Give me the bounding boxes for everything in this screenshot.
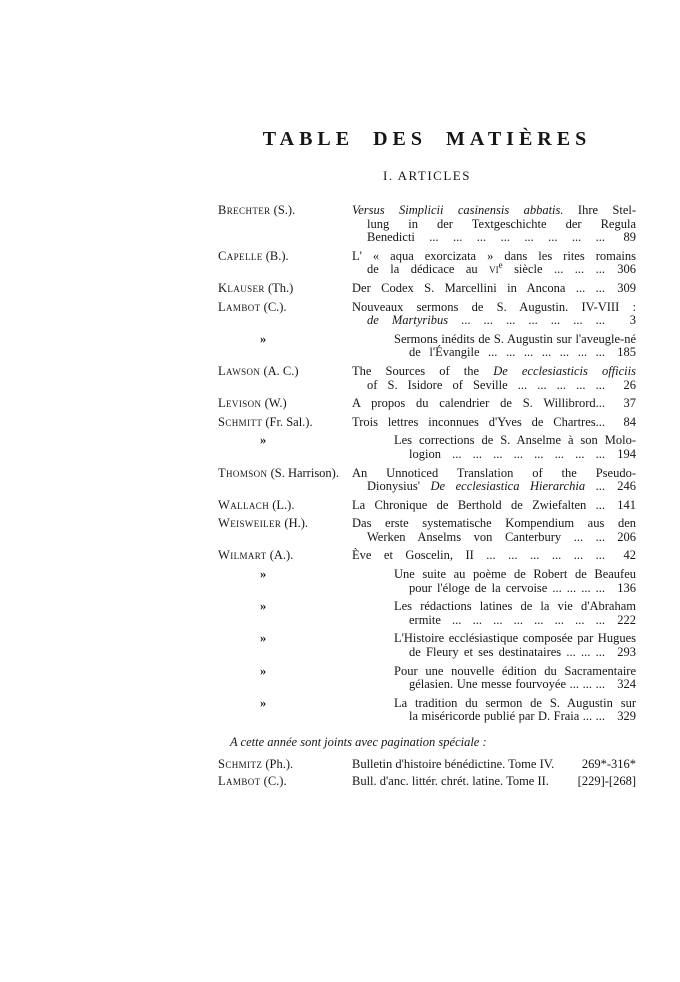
title-text-segment: de la dédicace au [367,262,490,277]
entry-title-text [409,646,605,660]
special-entry-pages: 269*-316* [581,757,636,771]
entry-title [394,697,636,724]
author-surname: Weisweiler [218,516,282,531]
entry-title-text [367,218,636,232]
entry-page-number: 324 [617,677,636,692]
entry-title-line [352,416,636,430]
ditto-mark: » [260,433,267,448]
entry-title-text [352,204,636,218]
title-text-segment: Dionysius' [367,479,431,494]
entry-title-text [352,416,605,430]
title-text-segment: ... ... ... ... ... ... ... [448,313,605,328]
entry-title-text [352,549,605,563]
entry-title-text [352,301,636,315]
entry-title-line [352,365,636,379]
entry-title [352,301,636,328]
entry-page-number: 222 [617,612,636,627]
entry-title-line [352,204,636,218]
entry-title [352,250,636,277]
entry-title-line [352,231,636,245]
entry-title-line [352,397,636,411]
title-text-segment: De ecclesiasticis officiis [493,363,636,378]
toc-entry [218,549,636,563]
entry-author: Lambot (C.). [218,774,287,788]
entry-title-text [394,697,636,711]
title-text-segment: Werken Anselms von Canterbury ... ... [367,529,605,544]
entry-title-text [409,710,605,724]
author-surname: Wallach [218,497,270,512]
entry-title [352,517,636,544]
title-text-segment: L'Histoire ecclésiastique composée par Hugues [394,631,636,646]
entry-title-text [409,448,605,462]
toc-entry-list [218,204,636,724]
title-text-segment: Pour une nouvelle édition du Sacramentaire [394,663,636,678]
author-surname: Levison [218,396,262,411]
toc-entry [218,517,636,544]
ditto-mark: » [260,663,267,678]
title-text-segment: ... [585,479,605,494]
entry-title-text [352,365,636,379]
toc-entry [218,499,636,513]
entry-title-line [394,434,636,448]
entry-page-number: 306 [617,262,636,277]
title-text-segment: gélasien. Une messe fourvoyée ... ... ... [409,677,605,692]
entry-author: Schmitt (Fr. Sal.). [218,414,313,429]
title-text-segment: de Martyribus [367,313,449,328]
entry-title [394,665,636,692]
special-entry-title: Bull. d'anc. littér. chrét. latine. Tome II. [352,774,549,788]
entry-title-line [394,632,636,646]
author-surname: Lawson [218,363,261,378]
entry-title-text [352,499,605,513]
toc-entry [218,416,636,430]
title-text-segment: Ève et Goscelin, II ... ... ... ... ... ... [352,548,605,563]
entry-author: Schmitz (Ph.). [218,757,294,771]
entry-title-line [352,499,636,513]
author-surname: Capelle [218,248,263,263]
title-text-segment: Versus Simplicii casinensis abbatis. [352,203,564,217]
entry-title-line [352,379,636,393]
entry-title-line [394,582,636,596]
title-text-segment: de Fleury et ses destinataires ... ... ... [409,645,605,660]
entry-title [394,333,636,360]
ditto-mark: » [260,331,267,346]
toc-entry [218,204,636,245]
entry-title-line [394,568,636,582]
title-text-segment: An Unnoticed Translation of the Pseudo- [352,465,636,480]
entry-title-line [394,678,636,692]
page-title: TABLE DES MATIÈRES [262,128,592,150]
entry-title-line [352,282,636,296]
entry-title [352,397,636,411]
entry-title [352,365,636,392]
title-text-segment: Nouveaux sermons de S. Augustin. IV-VIII : [352,299,636,314]
author-surname: Wilmart [218,548,267,563]
title-text-segment: vi [489,262,499,277]
toc-entry [218,467,636,494]
entry-page-number: 141 [617,497,636,512]
entry-author: Capelle (B.). [218,248,289,263]
entry-author: Lawson (A. C.) [218,363,299,378]
entry-title-line [394,697,636,711]
entry-title-line [352,218,636,232]
page-content [218,128,636,790]
title-text-segment: of S. Isidore of Seville ... ... ... ... ... [367,377,605,392]
entry-page-number: 309 [617,280,636,295]
entry-title-text [409,582,605,596]
title-text-segment: Sermons inédits de S. Augustin sur l'aveugle-né [394,331,636,346]
special-entry-pages: [229]-[268] [577,774,636,788]
entry-title-line [352,301,636,315]
entry-title-line [394,600,636,614]
title-text-segment: siècle ... ... ... [502,262,605,277]
special-entry-list [218,756,636,790]
entry-author: Klauser (Th.) [218,280,294,295]
entry-title-text [367,314,605,328]
title-text-segment: de l'Évangile ... ... ... ... ... ... ... [409,345,605,360]
entry-author: Weisweiler (H.). [218,516,309,531]
toc-entry [218,333,636,360]
entry-author: Wilmart (A.). [218,548,294,563]
entry-title-text [352,467,636,481]
entry-title-text [394,568,636,582]
special-entry [218,756,636,773]
entry-title-line [352,260,636,277]
title-text-segment: Der Codex S. Marcellini in Ancona ... ... [352,280,605,295]
entry-title-text [367,531,605,545]
title-text-segment: Benedicti ... ... ... ... ... ... ... ... [367,230,605,245]
entry-title-line [352,517,636,531]
entry-title [352,499,636,513]
title-text-segment: e [498,260,503,271]
entry-page-number: 84 [623,414,636,429]
author-surname: Lambot [218,774,261,788]
ditto-mark: » [260,599,267,614]
title-text-segment: Les rédactions latines de la vie d'Abraham [394,599,636,614]
entry-title-line [352,467,636,481]
entry-title-line [352,480,636,494]
entry-author: Brechter (S.). [218,203,296,217]
section-heading: I. ARTICLES [383,168,471,183]
author-surname: Thomson [218,465,268,480]
entry-title-line [394,346,636,360]
entry-title-text [394,632,636,646]
entry-author: Levison (W.) [218,396,287,411]
toc-entry [218,282,636,296]
entry-title-line [352,549,636,563]
entry-title-line [394,646,636,660]
title-text-segment: La Chronique de Berthold de Zwiefalten ... [352,497,605,512]
title-text-segment: pour l'éloge de la cervoise ... ... ... ... [409,580,605,595]
entry-title-text [394,333,636,347]
entry-page-number: 293 [617,645,636,660]
title-text-segment: De ecclesiastica Hierarchia [430,479,586,494]
author-surname: Lambot [218,299,261,314]
ditto-mark: » [260,631,267,646]
special-pagination-note: A cette année sont joints avec pagination spéciale : [230,735,487,749]
entry-page-number: 329 [617,709,636,724]
toc-entry [218,365,636,392]
entry-title-line [394,448,636,462]
entry-title-text [367,231,605,245]
title-text-segment: A propos du calendrier de S. Willibrord... [352,396,605,411]
entry-page-number: 206 [617,529,636,544]
entry-title-line [394,710,636,724]
entry-title [394,434,636,461]
entry-title-text [367,260,605,277]
entry-title [394,568,636,595]
title-text-segment: ermite ... ... ... ... ... ... ... ... [409,612,605,627]
entry-title-text [394,434,636,448]
entry-title [394,600,636,627]
entry-title [352,416,636,430]
entry-title [352,204,636,245]
entry-title-text [352,282,605,296]
title-text-segment: Das erste systematische Kompendium aus den [352,516,636,531]
title-text-segment: la miséricorde publié par D. Fraia ... ... [409,709,605,724]
entry-page-number: 3 [629,313,636,328]
entry-title [352,282,636,296]
special-entry [218,773,636,790]
toc-entry [218,568,636,595]
entry-title-text [394,665,636,679]
title-text-segment: L' « aqua exorcizata » dans les rites romains [352,248,636,263]
entry-title-text [409,346,605,360]
toc-entry [218,632,636,659]
entry-author: Lambot (C.). [218,299,287,314]
entry-page-number: 136 [617,580,636,595]
entry-page-number: 37 [623,396,636,411]
author-surname: Klauser [218,280,265,295]
toc-entry [218,600,636,627]
entry-title-text [367,379,605,393]
title-text-segment: La tradition du sermon de S. Augustin sur [394,695,636,710]
entry-author: Thomson (S. Harrison). [218,465,339,480]
entry-title-line [394,614,636,628]
author-surname: Schmitz [218,757,263,771]
entry-title-text [352,517,636,531]
author-surname: Brechter [218,203,271,217]
entry-title-text [367,480,605,494]
entry-title [352,467,636,494]
entry-page-number: 42 [623,548,636,563]
entry-page-number: 246 [617,479,636,494]
entry-title-text [409,614,605,628]
entry-title-line [352,531,636,545]
title-text-segment: Une suite au poème de Robert de Beaufeu [394,567,636,582]
author-surname: Schmitt [218,414,263,429]
entry-title [352,549,636,563]
entry-title-line [394,665,636,679]
entry-author: Wallach (L.). [218,497,295,512]
title-text-segment: Les corrections de S. Anselme à son Molo- [394,433,636,448]
toc-entry [218,301,636,328]
title-text-segment: lung in der Textgeschichte der Regula [367,216,636,231]
entry-title [394,632,636,659]
entry-title-text [352,397,605,411]
title-text-segment: The Sources of the [352,363,494,378]
special-entry-title: Bulletin d'histoire bénédictine. Tome IV. [352,757,555,771]
toc-entry [218,434,636,461]
entry-title-text [394,600,636,614]
toc-entry [218,697,636,724]
toc-entry [218,250,636,277]
toc-entry [218,665,636,692]
title-text-segment: Ihre Stel- [563,203,637,217]
entry-title-text [409,678,605,692]
title-text-segment: Trois lettres inconnues d'Yves de Chartres... [352,414,605,429]
entry-title-line [352,314,636,328]
toc-entry [218,397,636,411]
entry-page-number: 194 [617,446,636,461]
entry-page-number: 185 [617,345,636,360]
entry-title-line [394,333,636,347]
ditto-mark: » [260,567,267,582]
title-text-segment: logion ... ... ... ... ... ... ... ... [409,446,605,461]
ditto-mark: » [260,695,267,710]
entry-page-number: 89 [623,230,636,245]
entry-page-number: 26 [623,377,636,392]
